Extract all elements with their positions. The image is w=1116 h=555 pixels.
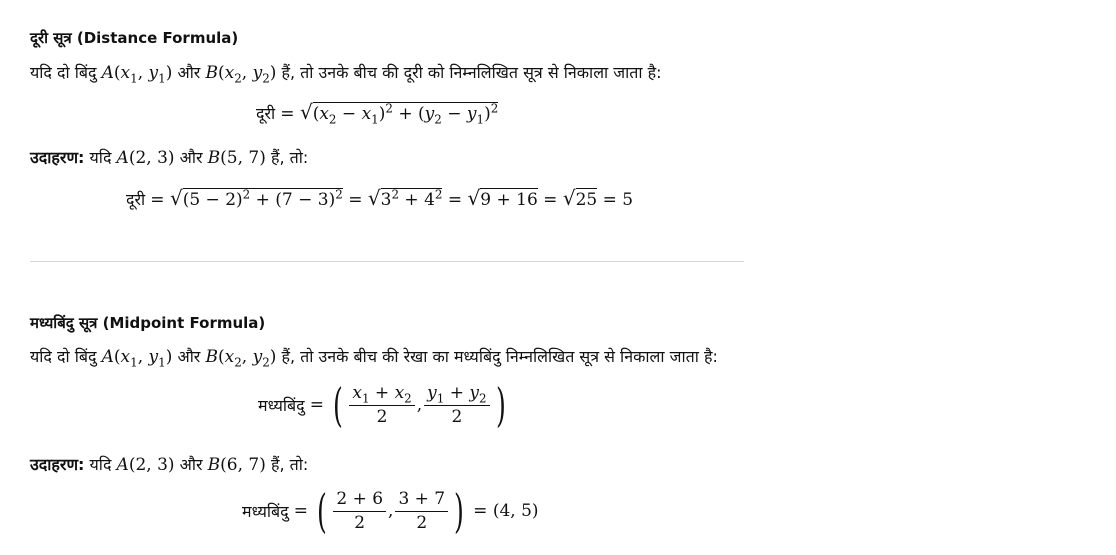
midpoint-intro-suffix: हैं, तो उनके बीच की रेखा का मध्यबिंदु निम्नलिखित सूत्र से निकाला जाता है: xyxy=(281,347,718,366)
midpoint-x-fraction: $\frac{x_1 + x_2}{2}$ xyxy=(349,384,414,426)
midpoint-example-point-b: B(6, 7) xyxy=(207,455,266,475)
midpoint-heading: मध्यबिंदु सूत्र (Midpoint Formula) xyxy=(30,314,266,332)
midpoint-result-value: = (4, 5) xyxy=(473,501,539,521)
midpoint-point-b-expr: $B(x_2$, $y_2$) xyxy=(205,347,277,370)
distance-heading: दूरी सूत्र (Distance Formula) xyxy=(30,29,239,47)
point-a-expr: $A(x_1$, $y_1$) xyxy=(101,63,173,86)
result-x-fraction: $\frac{2 + 6}{2}$ xyxy=(333,490,386,532)
midpoint-point-a-expr: $A(x_1$, $y_1$) xyxy=(101,347,173,370)
result-left-paren: ( xyxy=(317,484,328,538)
midpoint-formula: मध्यबिंदु = ( $\frac{x_1 + x_2}{2}$ , $\frac{y_1 + y_2}{2}$ ) xyxy=(258,378,506,432)
distance-example-label: उदाहरण: xyxy=(30,148,85,167)
midpoint-result-lhs: मध्यबिंदु xyxy=(242,502,289,521)
midpoint-and-word: और xyxy=(177,347,201,366)
midpoint-example-prefix: यदि xyxy=(89,455,112,474)
midpoint-example-and: और xyxy=(179,455,203,474)
midpoint-intro-prefix: यदि दो बिंदु xyxy=(30,347,97,366)
right-paren: ) xyxy=(495,378,506,432)
distance-formula-rhs: = $√(x_2 - x_1)^2 + (y_2 - y_1)^2$ xyxy=(280,100,499,127)
midpoint-example-suffix: हैं, तो: xyxy=(270,455,309,474)
midpoint-intro xyxy=(30,345,718,370)
distance-example-suffix: हैं, तो: xyxy=(270,148,309,167)
midpoint-y-fraction: $\frac{y_1 + y_2}{2}$ xyxy=(424,384,489,426)
distance-example xyxy=(30,146,308,168)
midpoint-example xyxy=(30,453,308,475)
distance-formula xyxy=(256,100,499,127)
distance-example-and: और xyxy=(179,148,203,167)
midpoint-example-label: उदाहरण: xyxy=(30,455,85,474)
example-point-a: A(2, 3) xyxy=(116,148,175,168)
result-y-fraction: $\frac{3 + 7}{2}$ xyxy=(395,490,448,532)
distance-example-prefix: यदि xyxy=(89,148,112,167)
midpoint-result-equals: = xyxy=(293,501,314,521)
distance-intro xyxy=(30,61,662,86)
midpoint-formula-lhs: मध्यबिंदु xyxy=(258,396,305,415)
result-right-paren: ) xyxy=(454,484,465,538)
distance-intro-suffix: हैं, तो उनके बीच की दूरी को निम्नलिखित सूत्र से निकाला जाता है: xyxy=(281,63,662,82)
section-divider xyxy=(30,261,744,262)
left-paren: ( xyxy=(333,378,344,432)
distance-result-rhs: = $√(5 - 2)^2 + (7 - 3)^2 = √3^2 + 4^2 = √9 + 16 = √25 = 5$ xyxy=(150,186,634,210)
distance-result-lhs: दूरी xyxy=(126,190,146,209)
example-point-b: B(5, 7) xyxy=(207,148,266,168)
point-b-expr: $B(x_2$, $y_2$) xyxy=(205,63,277,86)
distance-result xyxy=(126,186,633,210)
midpoint-example-point-a: A(2, 3) xyxy=(116,455,175,475)
distance-and-word: और xyxy=(177,63,201,82)
midpoint-result: मध्यबिंदु = ( $\frac{2 + 6}{2}$ , $\frac{3 + 7}{2}$ ) = (4, 5) xyxy=(242,484,539,538)
distance-formula-lhs: दूरी xyxy=(256,104,276,123)
distance-intro-prefix: यदि दो बिंदु xyxy=(30,63,97,82)
midpoint-formula-equals: = xyxy=(309,395,330,415)
